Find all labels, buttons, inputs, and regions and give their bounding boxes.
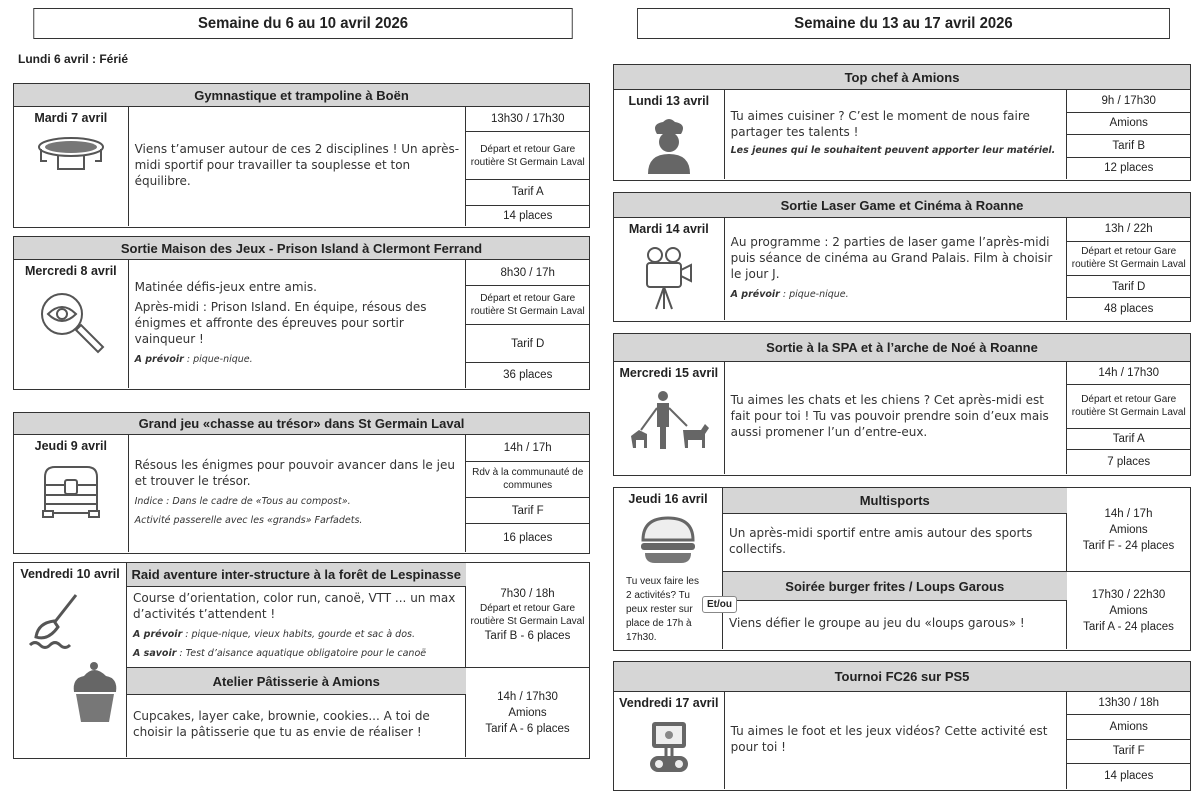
activity-date — [614, 488, 732, 649]
desc-paragraph: Au programme : 2 parties de laser game l’après-midi puis séance de cinéma au Grand Palais. Film à choisir le jour J. — [730, 234, 1053, 281]
info-capacity: 7 places — [1107, 456, 1151, 469]
activity-section — [723, 488, 1190, 572]
date-label: Mercredi 8 avril — [24, 264, 117, 278]
desc-paragraph: Viens t’amuser autour de ces 2 disciplines ! Un après-midi sportif pour travailler ta souplesse et ton équilibre. — [134, 141, 460, 188]
info-line: Amions — [1109, 523, 1148, 536]
activity-title: Raid aventure inter-structure à la forêt de Lespinasse — [126, 563, 467, 587]
activity-info — [1067, 572, 1190, 649]
date-label: Jeudi 9 avril — [34, 439, 107, 453]
desc-note — [135, 495, 460, 508]
info-schedule: 8h30 / 17h — [466, 260, 589, 286]
desc-paragraph: Course d’orientation, color run, canoë, VTT ... un max d’activités t’attendent ! — [133, 591, 456, 622]
activity-description — [723, 601, 1067, 649]
date-label: Vendredi 17 avril — [619, 696, 719, 710]
desc-paragraph: Tu aimes les chats et les chiens ? Cet après-midi est fait pour toi ! Tu vas pouvoir prendre soin d’eux mais aussi promener l’un d’entre-eux. — [730, 393, 1049, 439]
info-price: Tarif D — [466, 325, 589, 362]
note-text: : pique-nique. — [779, 288, 849, 300]
info-schedule: 14h / 17h30 — [1067, 362, 1190, 385]
info-price: Tarif F — [1067, 740, 1190, 764]
info-line: 17h30 / 22h30 — [1091, 588, 1166, 601]
note-label: A prévoir — [730, 288, 780, 300]
info-line: Tarif A - 6 places — [485, 722, 570, 735]
desc-note — [135, 514, 460, 527]
activity-description — [725, 362, 1068, 474]
side-note: Tu veux faire les 2 activités? Tu peux rester sur place de 17h à 17h30. — [626, 576, 699, 643]
activity-title: Multisports — [722, 488, 1068, 514]
info-capacity: 16 places — [503, 532, 553, 545]
note-text: : Test d’aisance aquatique obligatoire pour le canoë — [176, 648, 427, 660]
activity-description — [129, 107, 467, 226]
activity-info — [466, 260, 589, 388]
activity-title: Sortie à la SPA et à l’arche de Noé à Roanne — [614, 334, 1190, 362]
treasure-chest-icon — [41, 453, 101, 522]
info-price: Tarif D — [1067, 276, 1190, 299]
info-capacity: 14 places — [1104, 770, 1154, 783]
activity-description — [725, 218, 1068, 320]
activity-date — [14, 260, 129, 388]
week1-header: Semaine du 6 au 10 avril 2026 — [33, 8, 572, 39]
desc-paragraph: Matinée défis-jeux entre amis. — [134, 279, 317, 294]
activity-info — [466, 107, 589, 226]
date-label: Mardi 7 avril — [34, 111, 108, 125]
desc-paragraph: Tu aimes le foot et les jeux vidéos? Cette activité est pour toi ! — [730, 723, 1048, 754]
activity-description — [127, 587, 466, 667]
movie-camera-icon — [637, 236, 701, 313]
info-meeting-place: Départ et retour Gare routière St Germain Laval — [1067, 385, 1190, 429]
note-text: : pique-nique, vieux habits, gourde et sac à dos. — [182, 629, 415, 641]
activity-description — [129, 260, 467, 388]
desc-bold-note: Les jeunes qui le souhaitent peuvent apporter leur matériel. — [730, 145, 1056, 156]
activity-card — [13, 412, 590, 554]
info-line: Amions — [508, 706, 547, 719]
date-label: Mercredi 15 avril — [619, 366, 719, 380]
video-game-icon — [644, 710, 694, 779]
info-schedule: 14h / 17h — [466, 435, 589, 462]
activity-title: Tournoi FC26 sur PS5 — [614, 662, 1190, 692]
activity-date — [614, 218, 725, 320]
activity-card — [613, 333, 1191, 476]
activity-date — [14, 563, 127, 757]
activity-date — [14, 435, 129, 552]
activity-description — [725, 692, 1068, 789]
info-price: Tarif F — [466, 498, 589, 525]
date-label: Vendredi 10 avril — [20, 567, 120, 581]
activity-title: Sortie Maison des Jeux - Prison Island à Clermont Ferrand — [14, 237, 589, 260]
activity-info — [466, 563, 589, 667]
info-line: 14h / 17h30 — [497, 690, 558, 703]
activity-date — [614, 90, 725, 179]
activity-card — [613, 661, 1191, 791]
week2-header: Semaine du 13 au 17 avril 2026 — [637, 8, 1170, 39]
desc-note — [135, 353, 460, 366]
activity-title: Top chef à Amions — [614, 65, 1190, 90]
activity-info — [466, 668, 589, 757]
info-meeting-place: Départ et retour Gare routière St Germain Laval — [1067, 242, 1190, 276]
date-label: Mardi 14 avril — [628, 222, 709, 236]
desc-paragraph: Viens défier le groupe au jeu du «loups garous» ! — [729, 616, 1025, 631]
and-or-badge: Et/ou — [702, 596, 737, 613]
activity-title: Atelier Pâtisserie à Amions — [126, 668, 467, 695]
desc-paragraph: Après-midi : Prison Island. En équipe, résous des énigmes et affronte des épreuves pour sortir vainqueur ! — [134, 299, 427, 346]
info-price: Tarif B — [1067, 135, 1190, 158]
activity-description — [127, 695, 466, 757]
info-meeting-place: Amions — [1067, 715, 1190, 740]
desc-note — [133, 628, 459, 641]
info-capacity: 36 places — [503, 369, 553, 382]
activity-card — [13, 562, 590, 759]
info-meeting-place: Amions — [1067, 113, 1190, 136]
info-line: Amions — [1109, 604, 1148, 617]
desc-note — [731, 288, 1061, 301]
info-line: 7h30 / 18h — [500, 588, 555, 601]
activity-date — [14, 107, 129, 226]
activity-description — [723, 514, 1067, 571]
info-price: Tarif A — [1067, 429, 1190, 451]
trampoline-icon — [36, 125, 106, 180]
note-label: A prévoir — [133, 629, 183, 641]
info-line: Tarif F - 24 places — [1082, 539, 1175, 552]
info-schedule: 13h30 / 17h30 — [466, 107, 589, 132]
info-capacity: 48 places — [1104, 303, 1154, 316]
activity-description — [725, 90, 1068, 179]
burger-icon — [639, 506, 697, 569]
magnifier-eye-icon — [36, 278, 106, 361]
activity-info — [1067, 218, 1190, 320]
activity-title: Sortie Laser Game et Cinéma à Roanne — [614, 193, 1190, 218]
activity-info — [1067, 488, 1190, 571]
desc-paragraph: Tu aimes cuisiner ? C’est le moment de nous faire partager tes talents ! — [730, 109, 1030, 139]
activity-info — [1067, 90, 1190, 179]
info-capacity: 12 places — [1104, 162, 1154, 175]
note-text: : pique-nique. — [183, 353, 253, 365]
activity-date — [614, 362, 725, 474]
paddle-icon — [28, 581, 88, 654]
activity-title: Gymnastique et trampoline à Boën — [14, 84, 589, 107]
info-capacity: 14 places — [503, 209, 553, 222]
desc-paragraph: Un après-midi sportif entre amis autour des sports collectifs. — [729, 525, 1033, 556]
note-text: Indice : Dans le cadre de «Tous au compost». — [134, 495, 351, 507]
activity-title: Soirée burger frites / Loups Garous — [722, 572, 1068, 601]
activity-info — [1067, 362, 1190, 474]
info-schedule: 9h / 17h30 — [1067, 90, 1190, 113]
info-line: Départ et retour Gare routière St Germain Laval — [470, 603, 585, 628]
cupcake-icon — [70, 648, 120, 727]
info-schedule: 13h / 22h — [1067, 218, 1190, 242]
activity-info — [466, 435, 589, 552]
info-meeting-place: Départ et retour Gare routière St Germain Laval — [466, 286, 589, 325]
activity-description — [129, 435, 467, 552]
info-line: Tarif A - 24 places — [1083, 620, 1174, 633]
activity-date — [614, 692, 725, 789]
info-price: Tarif A — [466, 180, 589, 205]
desc-paragraph: Résous les énigmes pour pouvoir avancer dans le jeu et trouver le trésor. — [134, 457, 455, 488]
activity-section — [127, 563, 589, 668]
note-text: Activité passerelle avec les «grands» Farfadets. — [134, 514, 363, 526]
dog-walker-icon — [627, 380, 711, 453]
activity-info — [1067, 692, 1190, 789]
activity-section — [723, 572, 1190, 649]
activity-title: Grand jeu «chasse au trésor» dans St Germain Laval — [14, 413, 589, 435]
holiday-note: Lundi 6 avril : Férié — [18, 52, 129, 66]
info-line: Tarif B - 6 places — [484, 630, 571, 643]
info-line: 14h / 17h — [1104, 507, 1153, 520]
info-meeting-place: Rdv à la communauté de communes — [466, 462, 589, 498]
date-label: Jeudi 16 avril — [628, 492, 708, 506]
activity-card — [613, 64, 1191, 181]
note-label: A prévoir — [134, 353, 184, 365]
activity-card — [613, 487, 1191, 651]
note-label: A savoir — [133, 648, 177, 660]
desc-note — [133, 647, 459, 660]
activity-card — [13, 83, 590, 228]
activity-card — [13, 236, 590, 390]
chef-icon — [644, 108, 694, 177]
date-label: Lundi 13 avril — [628, 94, 710, 108]
info-schedule: 13h30 / 18h — [1067, 692, 1190, 715]
activity-section — [127, 668, 589, 757]
desc-paragraph: Cupcakes, layer cake, brownie, cookies... A toi de choisir la pâtisserie que tu as envie de réaliser ! — [133, 709, 430, 740]
info-meeting-place: Départ et retour Gare routière St Germain Laval — [466, 132, 589, 180]
activity-card — [613, 192, 1191, 322]
